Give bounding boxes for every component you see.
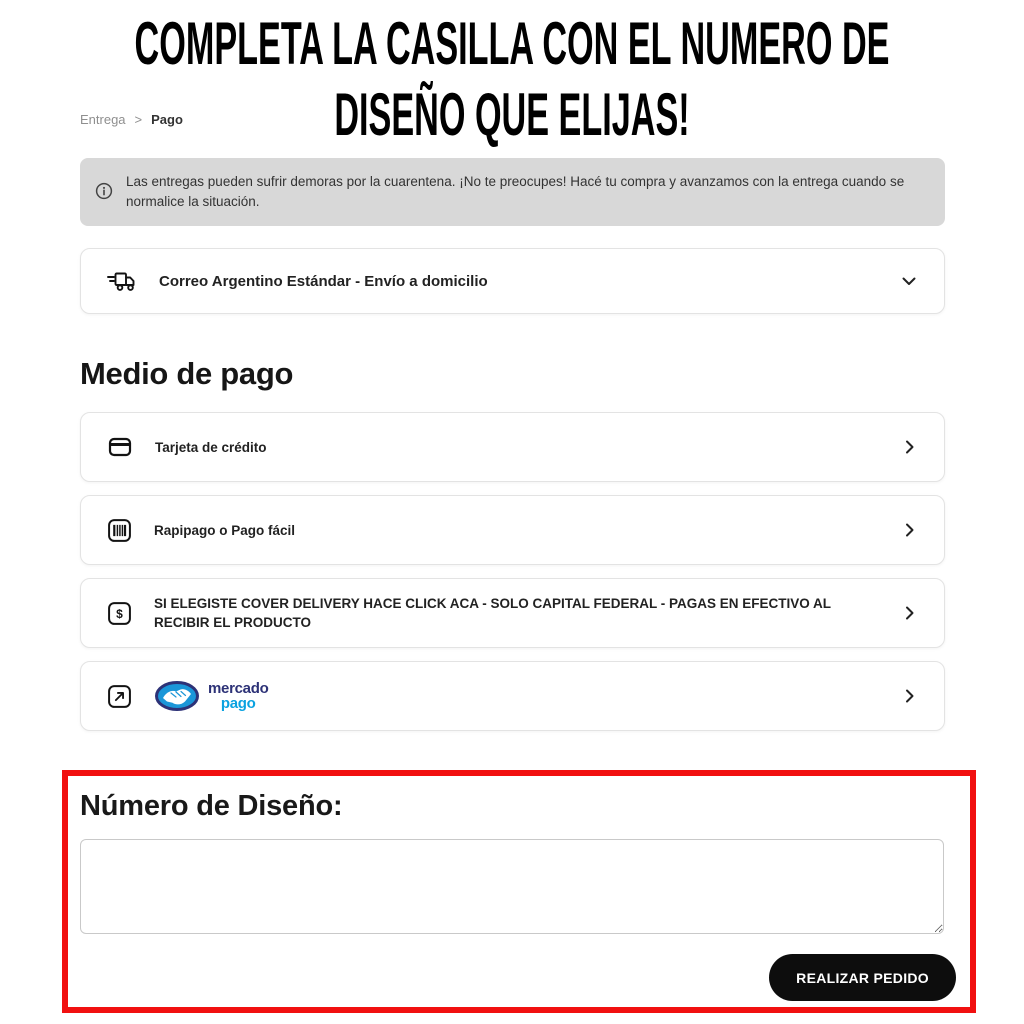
mercado-pago-wordmark-line2: pago [220,695,256,712]
chevron-right-icon [900,687,918,705]
design-number-highlight-box [62,770,976,1013]
breadcrumb-separator: > [134,112,143,127]
breadcrumb [80,112,183,127]
payment-method-label: Rapipago o Pago fácil [154,522,296,538]
chevron-right-icon [900,521,918,539]
quarantine-notice [80,158,945,226]
chevron-right-icon [900,604,918,622]
mercado-pago-handshake-icon [154,680,200,712]
credit-card-icon [107,435,133,459]
mercado-pago-wordmark-line1: mercado [208,680,269,697]
main-content [80,158,945,744]
mercado-pago-logo [154,680,268,712]
payment-section-heading: Medio de pago [80,356,294,391]
chevron-down-icon [900,272,918,290]
cash-icon [107,601,132,626]
shipping-method-label: Correo Argentino Estándar - Envío a domicilio [159,272,488,290]
payment-method-label: Tarjeta de crédito [155,439,267,455]
payment-method-label: SI ELEGISTE COVER DELIVERY HACE CLICK ACA - SOLO CAPITAL FEDERAL - PAGAS EN EFECTIVO AL RECIBIR EL PRODUCTO [154,596,831,630]
svg-text:$: $ [116,606,123,621]
barcode-icon [107,518,132,543]
place-order-button[interactable]: REALIZAR PEDIDO [769,954,956,1001]
truck-icon [107,270,137,292]
notice-text: Las entregas pueden sufrir demoras por la cuarentena. ¡No te preocupes! Hacé tu compra y avanzamos con la entrega cuando se normalice la situación. [126,174,905,209]
page-title-line2: DISEÑO QUE ELIJAS! [334,81,690,148]
design-number-input[interactable] [80,839,944,934]
payment-method-rapipago[interactable] [80,495,945,565]
design-number-heading: Número de Diseño: [80,790,343,822]
chevron-right-icon [900,438,918,456]
info-icon [95,182,113,200]
payment-method-mercado-pago[interactable] [80,661,945,731]
external-link-icon [107,684,132,709]
page-title [135,8,890,150]
breadcrumb-entrega[interactable]: Entrega [80,112,126,127]
page-title-line1: COMPLETA LA CASILLA CON EL NUMERO DE [134,10,890,77]
shipping-method-selector[interactable] [80,248,945,314]
payment-method-cash-on-delivery[interactable] [80,578,945,648]
breadcrumb-pago: Pago [151,112,183,127]
payment-method-credit-card[interactable] [80,412,945,482]
